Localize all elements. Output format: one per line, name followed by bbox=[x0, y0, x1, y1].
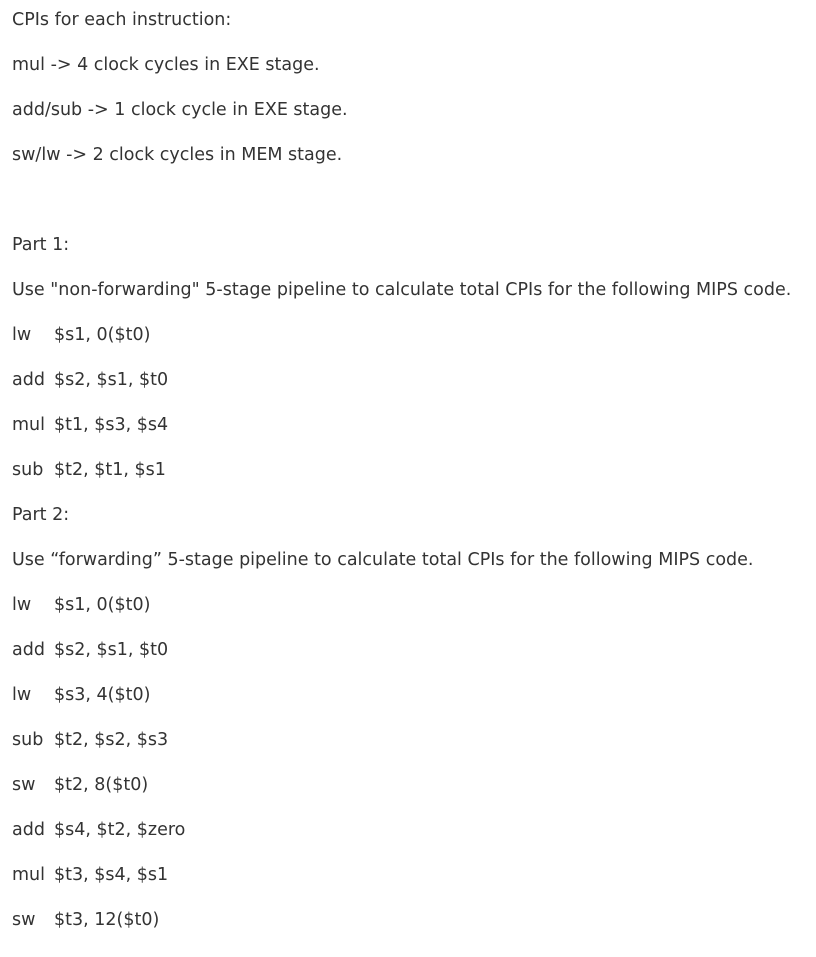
operands: $s4, $t2, $zero bbox=[54, 820, 186, 840]
part2-code-line bbox=[12, 864, 168, 886]
part2-description: Use “forwarding” 5-stage pipeline to calculate total CPIs for the following MIPS code. bbox=[12, 550, 754, 570]
part1-title: Part 1: bbox=[12, 235, 70, 255]
part2-code-line bbox=[12, 819, 185, 841]
opcode: sub bbox=[12, 460, 44, 480]
operands: $s2, $s1, $t0 bbox=[54, 370, 169, 390]
opcode: lw bbox=[12, 325, 32, 345]
part1-description: Use "non-forwarding" 5-stage pipeline to calculate total CPIs for the following MIPS code. bbox=[12, 280, 792, 300]
part2-code-line bbox=[12, 729, 168, 751]
part1-code-line bbox=[12, 459, 166, 481]
opcode: lw bbox=[12, 685, 32, 705]
opcode: mul bbox=[12, 415, 46, 435]
cpi-item-add-sub: add/sub -> 1 clock cycle in EXE stage. bbox=[12, 100, 348, 120]
operands: $s1, 0($t0) bbox=[54, 325, 151, 345]
operands: $t3, $s4, $s1 bbox=[54, 865, 169, 885]
part2-code-line bbox=[12, 639, 168, 661]
cpi-item-sw-lw: sw/lw -> 2 clock cycles in MEM stage. bbox=[12, 145, 343, 165]
operands: $s3, 4($t0) bbox=[54, 685, 151, 705]
part2-code-line bbox=[12, 909, 159, 931]
operands: $t1, $s3, $s4 bbox=[54, 415, 169, 435]
cpi-heading: CPIs for each instruction: bbox=[12, 10, 232, 30]
operands: $t2, $s2, $s3 bbox=[54, 730, 169, 750]
part1-code-line bbox=[12, 414, 168, 436]
operands: $t2, $t1, $s1 bbox=[54, 460, 166, 480]
opcode: sw bbox=[12, 775, 36, 795]
part1-code-line bbox=[12, 369, 168, 391]
opcode: sw bbox=[12, 910, 36, 930]
opcode: add bbox=[12, 820, 45, 840]
operands: $t2, 8($t0) bbox=[54, 775, 149, 795]
opcode: lw bbox=[12, 595, 32, 615]
part2-code-line bbox=[12, 594, 150, 616]
opcode: sub bbox=[12, 730, 44, 750]
opcode: add bbox=[12, 640, 45, 660]
operands: $s2, $s1, $t0 bbox=[54, 640, 169, 660]
part2-title: Part 2: bbox=[12, 505, 70, 525]
part2-code-line bbox=[12, 684, 150, 706]
opcode: add bbox=[12, 370, 45, 390]
cpi-item-mul: mul -> 4 clock cycles in EXE stage. bbox=[12, 55, 320, 75]
operands: $t3, 12($t0) bbox=[54, 910, 160, 930]
part1-code-line bbox=[12, 324, 150, 346]
opcode: mul bbox=[12, 865, 46, 885]
operands: $s1, 0($t0) bbox=[54, 595, 151, 615]
part2-code-line bbox=[12, 774, 148, 796]
